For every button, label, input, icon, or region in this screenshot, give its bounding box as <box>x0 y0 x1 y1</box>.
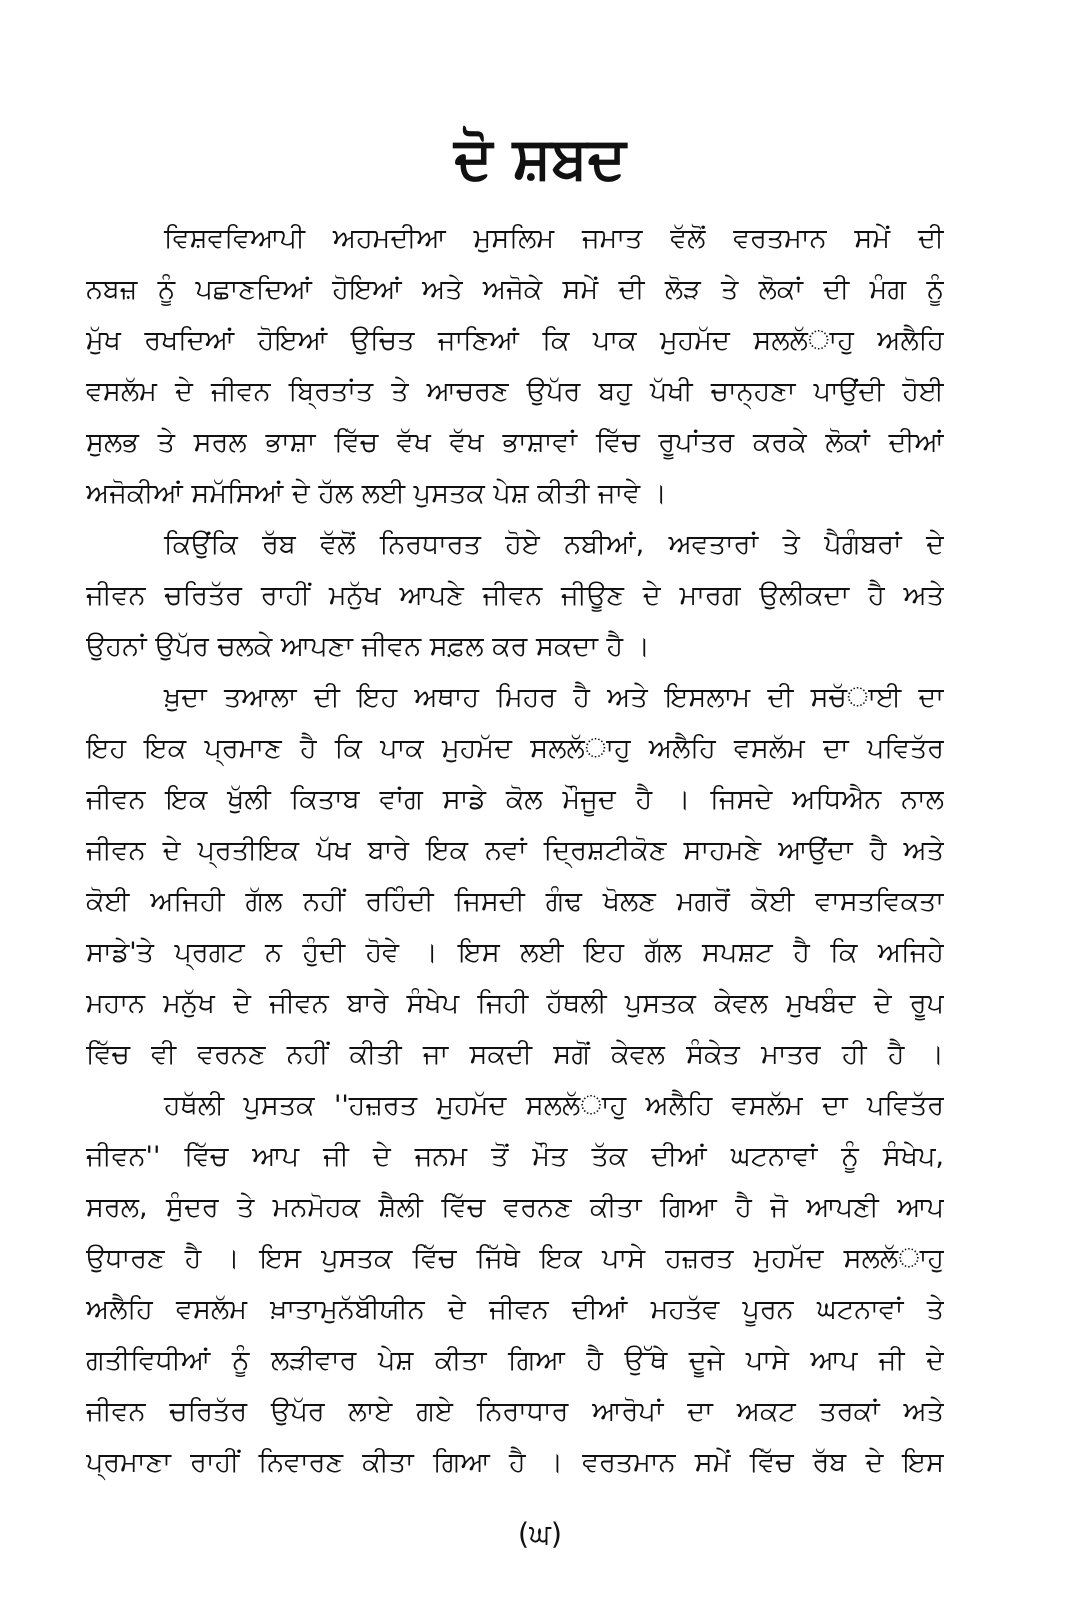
text-line: ਜੀਵਨ ਦੇ ਪ੍ਰਤੀਇਕ ਪੱਖ ਬਾਰੇ ਇਕ ਨਵਾਂ ਦ੍ਰਿਸ਼ਟੀਕੋਣ ਸਾਹਮਣੇ ਆਉਂਦਾ ਹੈ ਅਤੇ <box>86 835 944 866</box>
text-line: ਗਤੀਵਿਧੀਆਂ ਨੂੰ ਲੜੀਵਾਰ ਪੇਸ਼ ਕੀਤਾ ਗਿਆ ਹੈ ਉੱਥੇ ਦੂਜੇ ਪਾਸੇ ਆਪ ਜੀ ਦੇ <box>86 1345 944 1376</box>
text-line: ਕੋਈ ਅਜਿਹੀ ਗੱਲ ਨਹੀਂ ਰਹਿੰਦੀ ਜਿਸਦੀ ਗੰਢ ਖੋਲਣ ਮਗਰੋਂ ਕੋਈ ਵਾਸਤਵਿਕਤਾ <box>86 886 944 917</box>
text-line: ਜੀਵਨ'' ਵਿੱਚ ਆਪ ਜੀ ਦੇ ਜਨਮ ਤੋਂ ਮੌਤ ਤੱਕ ਦੀਆਂ ਘਟਨਾਵਾਂ ਨੂੰ ਸੰਖੇਪ, <box>86 1141 944 1172</box>
text-line: ਵਸਲੱਮ ਦੇ ਜੀਵਨ ਬ੍ਰਿਤਾਂਤ ਤੇ ਆਚਰਣ ਉਪੱਰ ਬਹੁ ਪੱਖੀ ਚਾਨ੍ਹਣਾ ਪਾਉਂਦੀ ਹੋਈ <box>86 376 944 407</box>
text-line: ਅਲੈਹਿ ਵਸਲੱਮ ਖ਼ਾਤਾਮੁਨੱਬੀੱਯੀਨ ਦੇ ਜੀਵਨ ਦੀਆਂ ਮਹਤੱਵ ਪੂਰਨ ਘਟਨਾਵਾਂ ਤੇ <box>86 1294 944 1325</box>
body-text <box>86 213 944 1488</box>
text-line: ਨਬਜ਼ ਨੂੰ ਪਛਾਣਦਿਆਂ ਹੋਇਆਂ ਅਤੇ ਅਜੋਕੇ ਸਮੇਂ ਦੀ ਲੋੜ ਤੇ ਲੋਕਾਂ ਦੀ ਮੰਗ ਨੂੰ <box>86 274 944 305</box>
text-line: ਖ਼ੁਦਾ ਤਆਲਾ ਦੀ ਇਹ ਅਥਾਹ ਮਿਹਰ ਹੈ ਅਤੇ ਇਸਲਾਮ ਦੀ ਸਚੱਾਈ ਦਾ <box>164 682 944 713</box>
text-line: ਜੀਵਨ ਚਰਿਤੱਰ ਰਾਹੀਂ ਮਨੁੱਖ ਆਪਣੇ ਜੀਵਨ ਜੀਊਣ ਦੇ ਮਾਰਗ ਉਲੀਕਦਾ ਹੈ ਅਤੇ <box>86 580 944 611</box>
text-line: ਉਹਨਾਂ ਉਪੱਰ ਚਲਕੇ ਆਪਣਾ ਜੀਵਨ ਸਫ਼ਲ ਕਰ ਸਕਦਾ ਹੈ । <box>86 631 650 662</box>
text-line: ਸਰਲ, ਸੁੰਦਰ ਤੇ ਮਨਮੋਹਕ ਸ਼ੈਲੀ ਵਿੱਚ ਵਰਨਣ ਕੀਤਾ ਗਿਆ ਹੈ ਜੋ ਆਪਣੀ ਆਪ <box>86 1192 944 1223</box>
text-line: ਜੀਵਨ ਇਕ ਖੁੱਲੀ ਕਿਤਾਬ ਵਾਂਗ ਸਾਡੇ ਕੋਲ ਮੌਜੂਦ ਹੈ । ਜਿਸਦੇ ਅਧਿਐਨ ਨਾਲ <box>86 784 944 815</box>
text-line: ਇਹ ਇਕ ਪ੍ਰਮਾਣ ਹੈ ਕਿ ਪਾਕ ਮੁਹਮੱਦ ਸਲਲੱਾਹੁ ਅਲੈਹਿ ਵਸਲੱਮ ਦਾ ਪਵਿਤੱਰ <box>86 733 944 764</box>
page-number: (ਘ) <box>517 1517 563 1551</box>
text-line: ਸੁਲਭ ਤੇ ਸਰਲ ਭਾਸ਼ਾ ਵਿੱਚ ਵੱਖ ਵੱਖ ਭਾਸ਼ਾਵਾਂ ਵਿੱਚ ਰੂਪਾਂਤਰ ਕਰਕੇ ਲੋਕਾਂ ਦੀਆਂ <box>86 427 944 458</box>
text-line: ਹਥੱਲੀ ਪੁਸਤਕ ''ਹਜ਼ਰਤ ਮੁਹਮੱਦ ਸਲਲੱਾਹੁ ਅਲੈਹਿ ਵਸਲੱਮ ਦਾ ਪਵਿਤੱਰ <box>164 1090 944 1121</box>
text-line: ਕਿਉਂਕਿ ਰੱਬ ਵੱਲੋਂ ਨਿਰਧਾਰਤ ਹੋਏ ਨਬੀਆਂ, ਅਵਤਾਰਾਂ ਤੇ ਪੈਗੰਬਰਾਂ ਦੇ <box>164 529 944 560</box>
text-line: ਸਾਡੇ'ਤੇ ਪ੍ਰਗਟ ਨ ਹੁੰਦੀ ਹੋਵੇ । ਇਸ ਲਈ ਇਹ ਗੱਲ ਸਪਸ਼ਟ ਹੈ ਕਿ ਅਜਿਹੇ <box>86 937 944 968</box>
text-line: ਜੀਵਨ ਚਰਿਤੱਰ ਉਪੱਰ ਲਾਏ ਗਏ ਨਿਰਾਧਾਰ ਆਰੋਪਾਂ ਦਾ ਅਕਟ ਤਰਕਾਂ ਅਤੇ <box>86 1396 944 1427</box>
text-line: ਮੁੱਖ ਰਖਦਿਆਂ ਹੋਇਆਂ ਉਚਿਤ ਜਾਣਿਆਂ ਕਿ ਪਾਕ ਮੁਹਮੱਦ ਸਲਲੱਾਹੁ ਅਲੈਹਿ <box>86 325 944 356</box>
text-line: ਵਿੱਚ ਵੀ ਵਰਨਣ ਨਹੀਂ ਕੀਤੀ ਜਾ ਸਕਦੀ ਸਗੋਂ ਕੇਵਲ ਸੰਕੇਤ ਮਾਤਰ ਹੀ ਹੈ । <box>86 1039 944 1070</box>
text-line: ਵਿਸ਼ਵਵਿਆਪੀ ਅਹਮਦੀਆ ਮੁਸਲਿਮ ਜਮਾਤ ਵੱਲੋਂ ਵਰਤਮਾਨ ਸਮੇਂ ਦੀ <box>164 223 944 254</box>
text-line: ਪ੍ਰਮਾਣਾ ਰਾਹੀਂ ਨਿਵਾਰਣ ਕੀਤਾ ਗਿਆ ਹੈ । ਵਰਤਮਾਨ ਸਮੇਂ ਵਿੱਚ ਰੱਬ ਦੇ ਇਸ <box>86 1447 944 1478</box>
text-line: ਮਹਾਨ ਮਨੁੱਖ ਦੇ ਜੀਵਨ ਬਾਰੇ ਸੰਖੇਪ ਜਿਹੀ ਹੱਥਲੀ ਪੁਸਤਕ ਕੇਵਲ ਮੁਖਬੰਦ ਦੇ ਰੂਪ <box>86 988 944 1019</box>
text-line: ਅਜੋਕੀਆਂ ਸਮੱਸਿਆਂ ਦੇ ਹੱਲ ਲਈ ਪੁਸਤਕ ਪੇਸ਼ ਕੀਤੀ ਜਾਵੇ । <box>86 478 667 509</box>
page-title: ਦੋ ਸ਼ਬਦ <box>454 124 626 192</box>
text-line: ਉਧਾਰਣ ਹੈ । ਇਸ ਪੁਸਤਕ ਵਿੱਚ ਜਿੱਥੇ ਇਕ ਪਾਸੇ ਹਜ਼ਰਤ ਮੁਹਮੱਦ ਸਲਲੱਾਹੁ <box>86 1243 944 1274</box>
